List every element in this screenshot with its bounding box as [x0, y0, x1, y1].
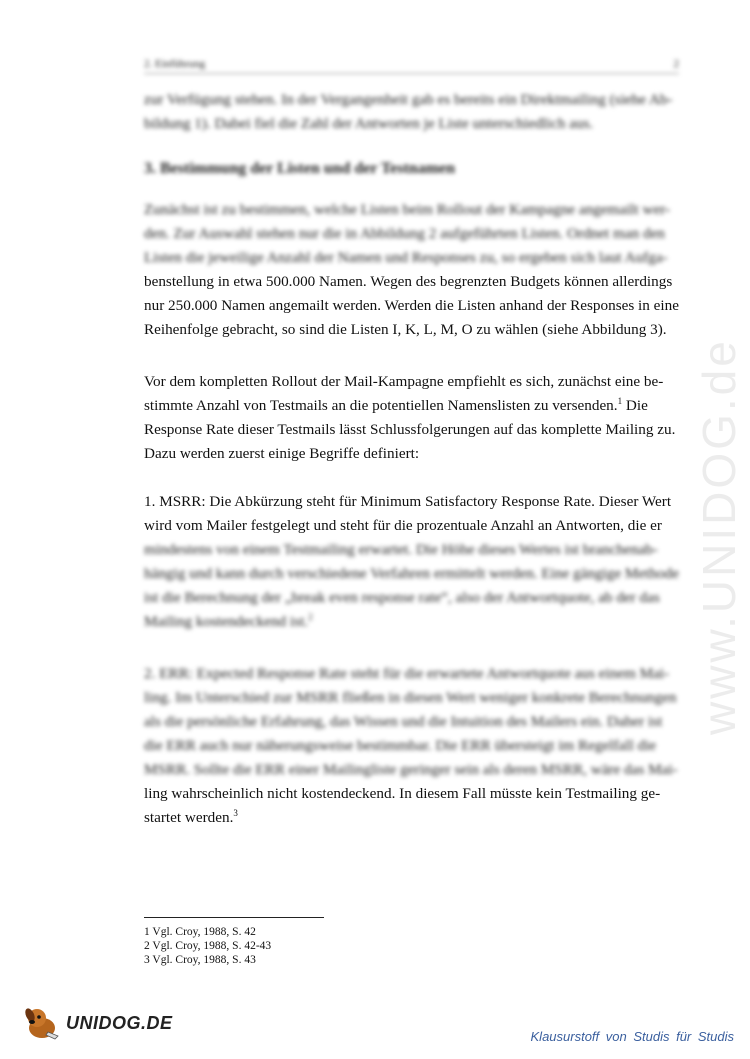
text-line: Vor dem kompletten Rollout der Mail-Kampagne empfiehlt es sich, zunächst eine be-: [144, 373, 664, 390]
text-line: benstellung in etwa 500.000 Namen. Wegen des begrenzten Budgets können allerdings: [144, 273, 673, 290]
text-line: wird vom Mailer festgelegt und steht für die prozentuale Anzahl an Antworten, die er: [144, 517, 662, 534]
unidog-logo: [22, 1006, 173, 1040]
blurred-line: 2. ERR: Expected Response Rate steht für die erwartete Antwortquote aus einem Mai-: [144, 665, 670, 682]
text-line: Reihenfolge gebracht, so sind die Listen I, K, L, M, O zu wählen (siehe Abbildung 3).: [144, 321, 667, 338]
blurred-line: Listen die jeweilige Anzahl der Namen und Responses zu, so ergeben sich laut Aufga-: [144, 249, 668, 266]
footnotes: [144, 925, 271, 967]
text-line: stimmte Anzahl von Testmails an die potentiellen Namenslisten zu versenden.: [144, 397, 618, 414]
text-line-tail: Die: [622, 397, 648, 414]
footnote-item: 3 Vgl. Croy, 1988, S. 43: [144, 954, 256, 966]
blurred-line: als die persönliche Erfahrung, das Wissen und die Intuition des Mailers ein. Daher ist: [144, 713, 663, 730]
blurred-line: ist die Berechnung der „break even response rate“, also der Antwortquote, ab der das: [144, 589, 660, 606]
footnote-divider: [144, 917, 324, 918]
text-line: ling wahrscheinlich nicht kostendeckend. In diesem Fall müsste kein Testmailing ge-: [144, 785, 661, 802]
blurred-line: hängig und kann durch verschiedene Verfahren ermittelt werden. Eine gängige Methode: [144, 565, 679, 582]
page-header: [144, 58, 679, 74]
logo-text: UNIDOG.DE: [66, 1012, 173, 1033]
text-line: nur 250.000 Namen angemailt werden. Werden die Listen anhand der Responses in eine: [144, 297, 679, 314]
text-line: Dazu werden zuerst einige Begriffe definiert:: [144, 445, 420, 462]
section-heading: 3. Bestimmung der Listen und der Testnamen: [144, 160, 456, 177]
text-line: startet werden.: [144, 809, 234, 826]
footnote-item: 2 Vgl. Croy, 1988, S. 42-43: [144, 940, 272, 952]
header-section: 2. Einführung: [144, 58, 206, 70]
header-page-number: 2: [673, 58, 679, 70]
paragraph-msrr: [144, 490, 679, 634]
blurred-line: mindestens von einem Testmailing erwartet. Die Höhe dieses Wertes ist branchenab-: [144, 541, 658, 558]
text-line: 1. MSRR: Die Abkürzung steht für Minimum Satisfactory Response Rate. Dieser Wert: [144, 493, 672, 510]
blurred-line: MSRR. Sollte die ERR einer Mailingliste geringer sein als deren MSRR, wäre das Mai-: [144, 761, 678, 778]
paragraph-lists: [144, 198, 679, 342]
watermark: www.UNIDOG.de: [693, 338, 745, 735]
footnote-ref: 2: [308, 611, 313, 622]
intro-line: zur Verfügung stehen. In der Vergangenheit gab es bereits ein Direktmailing (siehe Ab-: [144, 91, 673, 108]
footnote-ref: 3: [233, 807, 238, 818]
text-line: Response Rate dieser Testmails lässt Schlussfolgerungen auf das komplette Mailing zu.: [144, 421, 676, 438]
intro-paragraph: [144, 88, 679, 136]
paragraph-err: [144, 662, 679, 830]
paragraph-testmails: [144, 370, 679, 466]
blurred-line: ling. Im Unterschied zur MSRR fließen in diesen Wert weniger konkrete Berechnungen: [144, 689, 677, 706]
footnote-item: 1 Vgl. Croy, 1988, S. 42: [144, 926, 256, 938]
blurred-line: die ERR auch nur näherungsweise bestimmbar. Die ERR übersteigt im Regelfall die: [144, 737, 657, 754]
footnote-ref: 1: [617, 395, 623, 406]
blurred-line: den. Zur Auswahl stehen nur die in Abbildung 2 aufgeführten Listen. Ordnet man den: [144, 225, 665, 242]
blurred-line: Zunächst ist zu bestimmen, welche Listen beim Rollout der Kampagne angemailt wer-: [144, 201, 671, 218]
dog-mascot-icon: [22, 1006, 62, 1040]
intro-line: bildung 1). Dabei fiel die Zahl der Antworten je Liste unterschiedlich aus.: [144, 115, 594, 132]
blurred-line: Mailing kostendeckend ist.: [144, 613, 309, 630]
tagline: Klausurstoff von Studis für Studis: [530, 1029, 734, 1044]
